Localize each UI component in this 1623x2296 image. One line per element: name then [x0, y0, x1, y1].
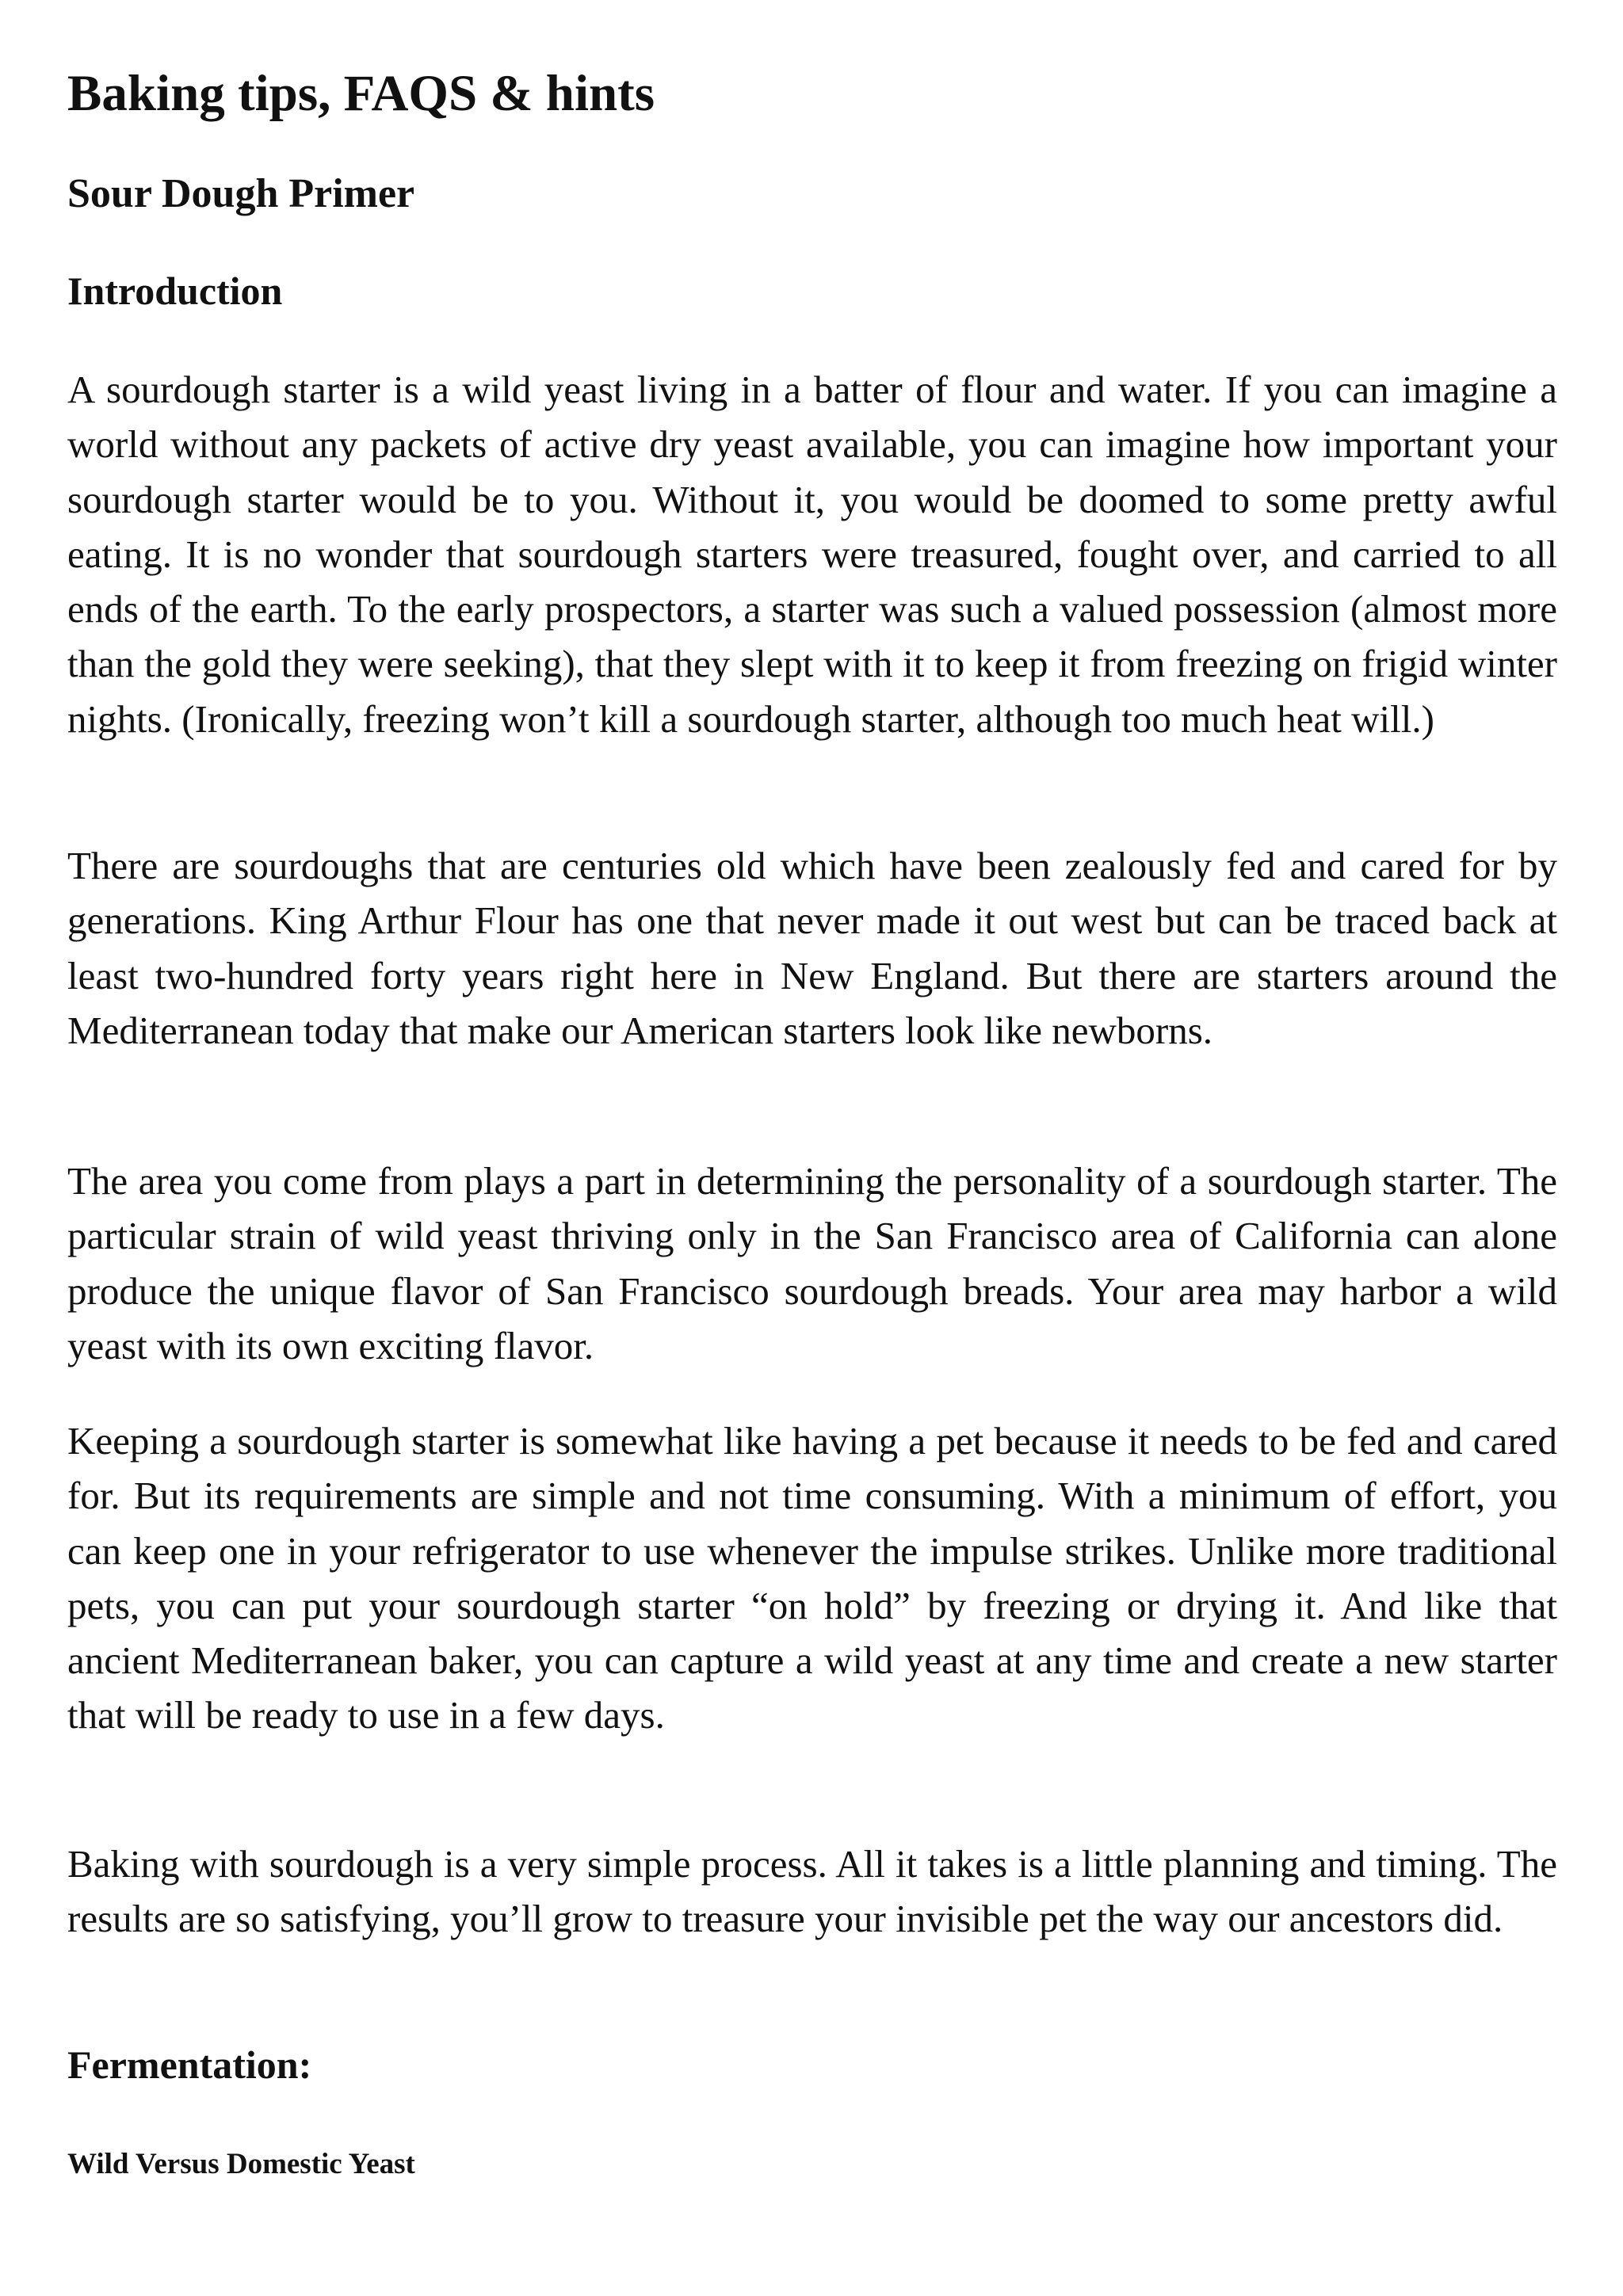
page-subtitle: Sour Dough Primer: [67, 171, 415, 216]
fermentation-subheading: Wild Versus Domestic Yeast: [67, 2148, 415, 2180]
intro-paragraph-3: The area you come from plays a part in determining the personality of a sourdough starter. The particular strain of wild yeast thriving only in the San Francisco area of California can alone produce the unique flavor of San Francisco sourdough breads. Your area may harbor a wild yeast with its own exciting flavor.: [67, 1159, 1557, 1367]
intro-paragraph-2: There are sourdoughs that are centuries old which have been zealously fed and cared for by generations. King Arthur Flour has one that never made it out west but can be traced back at least two-hundred forty years right here in New England. But there are starters around the Mediterranean today that make our American starters look like newborns.: [67, 844, 1557, 1052]
page-title: Baking tips, FAQS & hints: [67, 65, 655, 122]
fermentation-heading: Fermentation:: [67, 2042, 312, 2087]
intro-paragraph-4: Keeping a sourdough starter is somewhat like having a pet because it needs to be fed and cared for. But its requirements are simple and not time consuming. With a minimum of effort, you can keep one in your refrigerator to use whenever the impulse strikes. Unlike more traditional pets, you can put your sourdough starter “on hold” by freezing or drying it. And like that ancient Mediterranean baker, you can capture a wild yeast at any time and create a new starter that will be ready to use in a few days.: [67, 1419, 1557, 1737]
introduction-heading: Introduction: [67, 269, 283, 313]
intro-paragraph-1: A sourdough starter is a wild yeast living in a batter of flour and water. If you can imagine a world without any packets of active dry yeast available, you can imagine how important your sourdough starter would be to you. Without it, you would be doomed to some pretty awful eating. It is no wonder that sourdough starters were treasured, fought over, and carried to all ends of the earth. To the early prospectors, a starter was such a valued possession (almost more than the gold they were seeking), that they slept with it to keep it from freezing on frigid winter nights. (Ironically, freezing won’t kill a sourdough starter, although too much heat will.): [67, 368, 1557, 741]
intro-paragraph-5: Baking with sourdough is a very simple process. All it takes is a little planning and timing. The results are so satisfying, you’ll grow to treasure your invisible pet the way our ancestors did.: [67, 1842, 1557, 1941]
